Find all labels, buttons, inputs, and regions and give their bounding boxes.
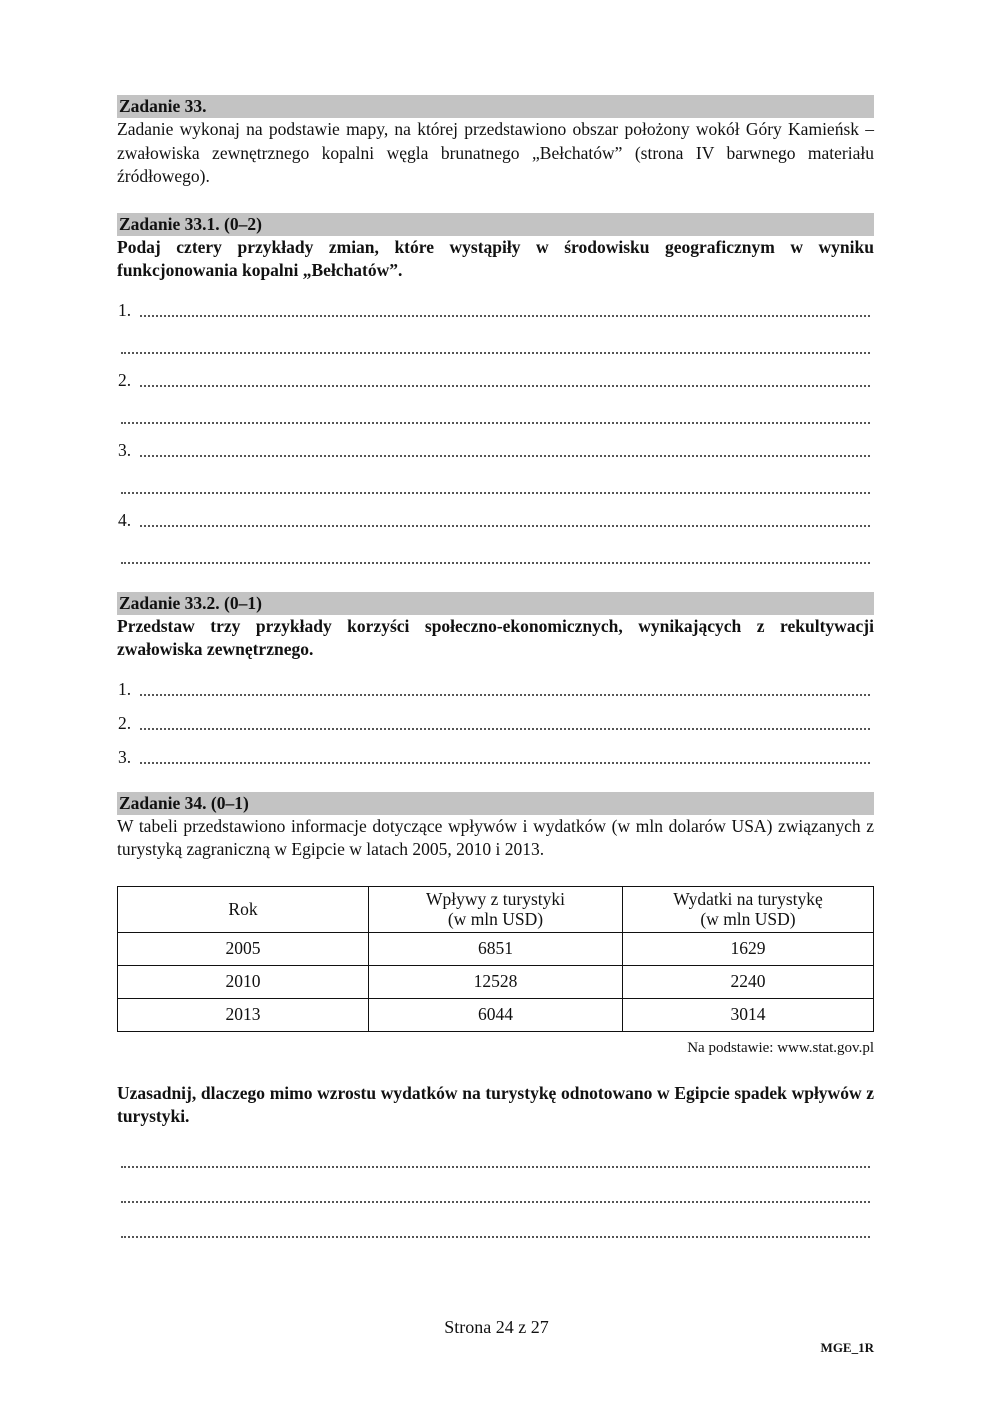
answer-line[interactable] xyxy=(118,407,874,428)
task-33-1-question: Podaj cztery przykłady zmian, które wystąpiły w środowisku geograficznym w wyniku funkcjonowania kopalni „Bełchatów”. xyxy=(117,236,874,280)
cell-expense: 3014 xyxy=(623,998,874,1031)
table-row xyxy=(118,932,874,965)
table-row xyxy=(118,998,874,1031)
answer-number: 1. xyxy=(118,678,132,699)
col-header-year: Rok xyxy=(118,886,369,932)
task-33-1-answer-area xyxy=(117,300,874,568)
task-33-intro: Zadanie wykonaj na podstawie mapy, na której przedstawiono obszar położony wokół Góry Kamieńsk – zwałowiska zewnętrznego kopalni węgla brunatnego „Bełchatów” (strona IV barwnego materiału źródłowego). xyxy=(117,119,874,186)
answer-line[interactable] xyxy=(118,477,874,498)
cell-income: 6851 xyxy=(369,932,623,965)
col-header-income xyxy=(369,886,623,932)
task-34-header: Zadanie 34. (0–1) xyxy=(117,792,874,815)
col-header-income-line1: Wpływy z turystyki xyxy=(425,889,565,909)
col-header-income-line2: (w mln USD) xyxy=(447,909,544,929)
col-header-expense-line1: Wydatki na turystykę xyxy=(673,889,823,909)
answer-line[interactable] xyxy=(118,713,874,734)
table-header-row xyxy=(118,886,874,932)
answer-line[interactable] xyxy=(118,337,874,358)
answer-number: 3. xyxy=(118,746,132,767)
answer-line[interactable] xyxy=(118,1151,874,1172)
exam-code: MGE_1R xyxy=(820,1340,874,1355)
answer-number: 2. xyxy=(118,712,132,733)
task-34-answer-area xyxy=(117,1151,874,1242)
page-number: Strona 24 z 27 xyxy=(444,1317,549,1337)
answer-number: 4. xyxy=(118,509,132,530)
answer-line[interactable] xyxy=(118,510,874,531)
answer-line[interactable] xyxy=(118,1186,874,1207)
table-row xyxy=(118,965,874,998)
cell-year: 2013 xyxy=(118,998,369,1031)
answer-line[interactable] xyxy=(118,370,874,391)
task-34-intro: W tabeli przedstawiono informacje dotyczące wpływów i wydatków (w mln dolarów USA) związanych z turystyką zagraniczną w Egipcie w latach 2005, 2010 i 2013. xyxy=(117,815,874,859)
task-33-1-header: Zadanie 33.1. (0–2) xyxy=(117,213,874,236)
exam-page xyxy=(117,95,874,1242)
cell-expense: 1629 xyxy=(623,932,874,965)
task-33-2-header: Zadanie 33.2. (0–1) xyxy=(117,592,874,615)
answer-line[interactable] xyxy=(118,1221,874,1242)
answer-line[interactable] xyxy=(118,747,874,768)
answer-line[interactable] xyxy=(118,300,874,321)
cell-income: 12528 xyxy=(369,965,623,998)
table-source: Na podstawie: www.stat.gov.pl xyxy=(687,1039,874,1056)
cell-income: 6044 xyxy=(369,998,623,1031)
cell-expense: 2240 xyxy=(623,965,874,998)
cell-year: 2010 xyxy=(118,965,369,998)
tourism-table xyxy=(117,886,874,1032)
answer-line[interactable] xyxy=(118,547,874,568)
task-33-2-question: Przedstaw trzy przykłady korzyści społeczno-ekonomicznych, wynikających z rekultywacji zwałowiska zewnętrznego. xyxy=(117,615,874,659)
task-33-header: Zadanie 33. xyxy=(117,95,874,118)
answer-number: 1. xyxy=(118,299,132,320)
col-header-expense xyxy=(623,886,874,932)
answer-line[interactable] xyxy=(118,440,874,461)
task-33-2-answer-area xyxy=(117,679,874,768)
answer-number: 2. xyxy=(118,369,132,390)
answer-number: 3. xyxy=(118,439,132,460)
col-header-expense-line2: (w mln USD) xyxy=(700,909,796,929)
cell-year: 2005 xyxy=(118,932,369,965)
answer-line[interactable] xyxy=(118,679,874,700)
task-34-question: Uzasadnij, dlaczego mimo wzrostu wydatków na turystykę odnotowano w Egipcie spadek wpływów z turystyki. xyxy=(117,1082,874,1126)
